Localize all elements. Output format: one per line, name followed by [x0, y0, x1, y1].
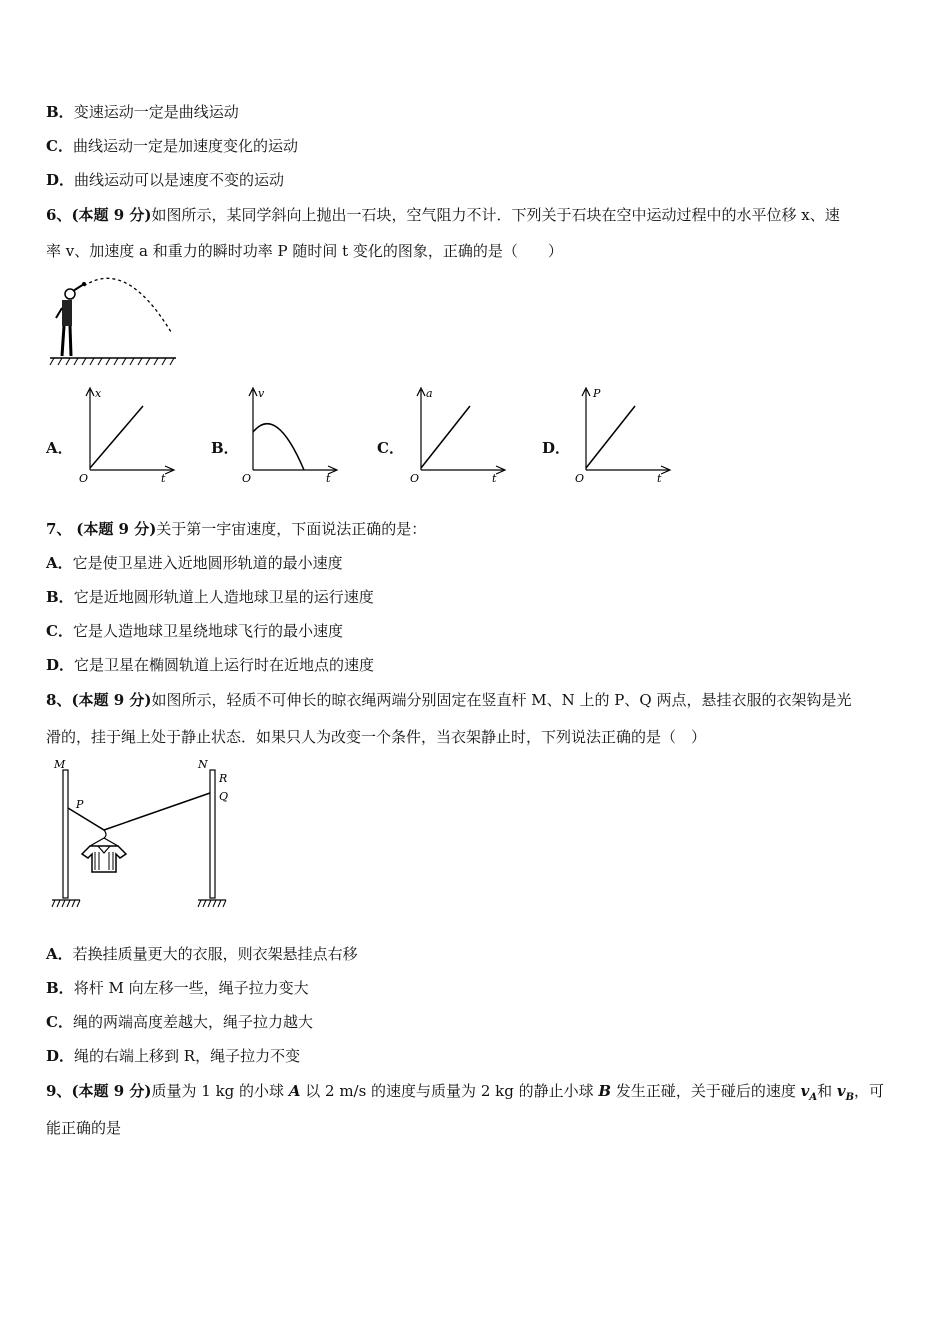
q6-stem-line1: 6、(本题 9 分)如图所示，某同学斜向上抛出一石块，空气阻力不计．下列关于石块在空中运动过程中的水平位移 x、速	[46, 206, 840, 224]
graph-d-xlabel: t	[657, 472, 662, 485]
label-r: R	[219, 772, 228, 785]
q9-stem-line1: 9、(本题 9 分)质量为 1 kg 的小球 A 以 2 m/s 的速度与质量为 2 kg 的静止小球 B 发生正碰，关于碰后的速度 $v_A$和 $v_B$，可	[46, 1082, 885, 1103]
q8-stem-line1: 8、(本题 9 分)如图所示，轻质不可伸长的晾衣绳两端分别固定在竖直杆 M、N 上的 P、Q 两点，悬挂衣服的衣架钩是光	[46, 691, 852, 709]
graph-c-origin: O	[410, 472, 420, 485]
q7-stem: 7、 (本题 9 分)关于第一宇宙速度，下面说法正确的是：	[46, 520, 427, 538]
graph-b	[240, 382, 350, 486]
graph-d	[571, 382, 681, 486]
graph-b-ylabel: v	[258, 387, 265, 400]
q5-option-b: B．变速运动一定是曲线运动	[46, 103, 239, 121]
q6-stem-line2: 率 v、加速度 a 和重力的瞬时功率 P 随时间 t 变化的图象，正确的是（ ）	[46, 242, 563, 260]
q7-option-d: D．它是卫星在椭圆轨道上运行时在近地点的速度	[46, 656, 375, 674]
q8-option-a: A．若换挂质量更大的衣服，则衣架悬挂点右移	[46, 945, 358, 963]
graph-b-key: B．	[211, 439, 239, 457]
graph-c-ylabel: a	[426, 387, 433, 400]
q8-option-d: D．绳的右端上移到 R，绳子拉力不变	[46, 1047, 301, 1065]
q7-option-c: C．它是人造地球卫星绕地球飞行的最小速度	[46, 622, 343, 640]
graph-b-xlabel: t	[326, 472, 331, 485]
graph-c-xlabel: t	[492, 472, 497, 485]
q9-stem-line2: 能正确的是	[46, 1119, 122, 1137]
graph-a-line	[90, 406, 143, 468]
label-m: M	[54, 758, 66, 771]
graph-b-curve	[253, 424, 304, 470]
graph-c	[406, 382, 516, 486]
graph-c-line	[421, 406, 470, 468]
graph-a-ylabel: x	[95, 387, 102, 400]
graph-d-line	[586, 406, 635, 468]
graph-b-origin: O	[242, 472, 252, 485]
thrower-figure	[46, 270, 181, 370]
q8-stem-line2: 滑的，挂于绳上处于静止状态．如果只人为改变一个条件，当衣架静止时，下列说法正确的是（ ）	[46, 728, 707, 746]
q7-option-a: A．它是使卫星进入近地圆形轨道的最小速度	[46, 554, 343, 572]
clothesline-figure	[46, 756, 246, 916]
q5-option-d: D．曲线运动可以是速度不变的运动	[46, 171, 285, 189]
graph-d-origin: O	[575, 472, 585, 485]
graph-d-key: D．	[542, 439, 571, 457]
q8-option-c: C．绳的两端高度差越大，绳子拉力越大	[46, 1013, 313, 1031]
graph-a-origin: O	[79, 472, 89, 485]
label-n: N	[198, 758, 208, 771]
label-q: Q	[219, 790, 229, 803]
label-p: P	[76, 798, 84, 811]
graph-a-xlabel: t	[161, 472, 166, 485]
graph-a-key: A．	[46, 439, 73, 457]
q8-option-b: B．将杆 M 向左移一些，绳子拉力变大	[46, 979, 309, 997]
q5-option-c: C．曲线运动一定是加速度变化的运动	[46, 137, 298, 155]
graph-a	[75, 382, 185, 486]
q7-option-b: B．它是近地圆形轨道上人造地球卫星的运行速度	[46, 588, 374, 606]
graph-d-ylabel: P	[593, 387, 601, 400]
graph-c-key: C．	[377, 439, 404, 457]
